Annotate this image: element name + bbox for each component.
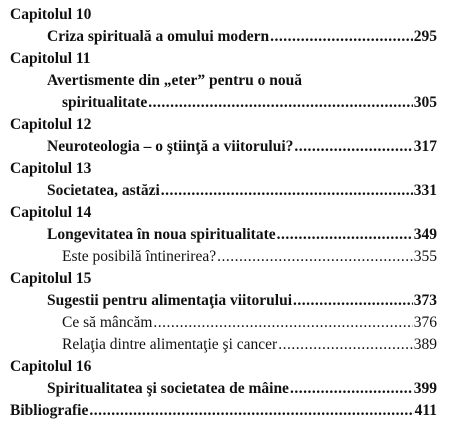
toc-entry [47,378,437,400]
dot-leader [161,180,413,202]
toc-entry-title-line: Avertismente din „eter” pentru o nouă [47,72,303,89]
dot-leader [148,92,413,114]
chapter-heading: Capitolul 11 [10,50,91,67]
toc-entry-title: Relaţia dintre alimentaţie şi cancer [62,336,278,353]
toc-subentry [62,246,437,268]
toc-entry-page: 317 [413,138,437,155]
toc-entry-title: Ce să mâncăm [62,314,153,331]
chapter-heading: Capitolul 13 [10,160,92,177]
dot-leader [217,246,413,268]
toc-entry [47,224,437,246]
chapter-heading: Capitolul 14 [10,204,92,221]
dot-leader [270,26,413,48]
toc-entry-title: Bibliografie [10,402,89,419]
dot-leader [293,290,413,312]
dot-leader [278,334,413,356]
toc-entry [62,92,437,114]
dot-leader [290,378,413,400]
toc-entry-title: Spiritualitatea şi societatea de mâine [47,380,289,397]
toc-entry-bibliography [10,400,437,422]
toc-entry-page: 355 [413,248,437,265]
toc-entry-page: 399 [413,380,437,397]
toc-entry [47,136,437,158]
toc-entry-page: 411 [414,402,437,419]
toc-entry [47,26,437,48]
dot-leader [153,312,412,334]
toc-entry-title: Sugestii pentru alimentaţia viitorului [47,292,292,309]
toc-entry-title: Este posibilă întinerirea? [62,248,217,265]
toc-entry-title: Criza spirituală a omului modern [47,28,270,45]
toc-entry-page: 389 [413,336,437,353]
toc-entry-page: 305 [413,94,437,111]
toc-entry-title: spiritualitate [62,94,148,111]
toc-entry-page: 373 [413,292,437,309]
toc-entry [47,180,437,202]
chapter-heading: Capitolul 12 [10,116,92,133]
toc-entry-title: Societatea, astăzi [47,182,160,199]
toc-subentry [62,334,437,356]
dot-leader [277,224,413,246]
chapter-heading: Capitolul 15 [10,270,92,287]
toc-entry [47,290,437,312]
toc-entry-page: 295 [413,28,437,45]
dot-leader [294,136,412,158]
dot-leader [89,400,413,422]
chapter-heading: Capitolul 10 [10,6,92,23]
toc-entry-page: 376 [413,314,437,331]
toc-entry-title: Longevitatea în noua spiritualitate [47,226,276,243]
chapter-heading: Capitolul 16 [10,358,92,375]
toc-entry-page: 331 [413,182,437,199]
toc-entry-page: 349 [413,226,437,243]
toc-entry-title: Neuroteologia – o ştiinţă a viitorului? [47,138,294,155]
toc-subentry [62,312,437,334]
